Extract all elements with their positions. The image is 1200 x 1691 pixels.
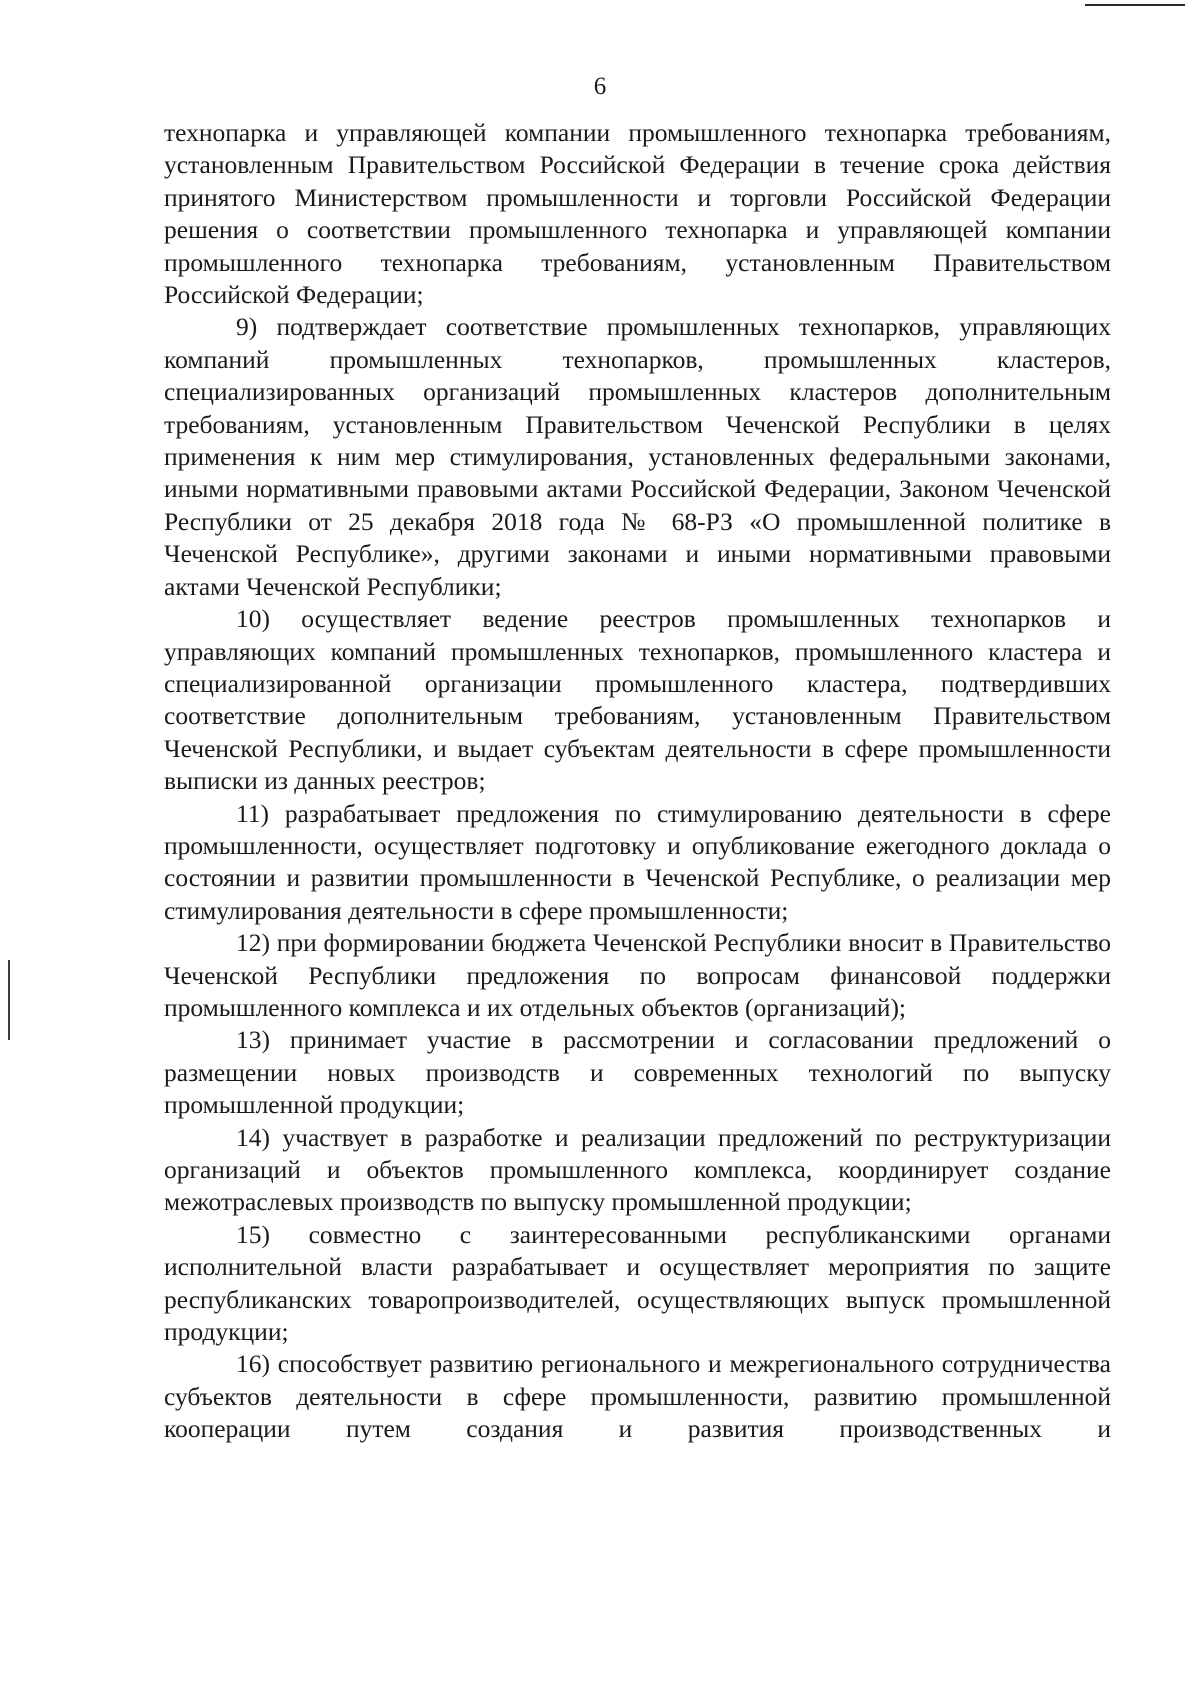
list-item-15: 15) совместно с заинтересованными республиканскими органами исполнительной власти разрабатывает и осуществляет мероприятия по защите республиканских товаропроизводителей, осуществляющих выпуск промышленной продукции; [164, 1219, 1111, 1347]
list-item-16: 16) способствует развитию регионального и межрегионального сотрудничества субъектов деятельности в сфере промышленности, развитию промышленной кооперации путем создания и развития производственных и [164, 1349, 1111, 1444]
scan-margin-mark [8, 960, 10, 1040]
top-edge-rule [1085, 4, 1185, 6]
paragraph-continuation: технопарка и управляющей компании промышленного технопарка требованиям, установленным Правительством Российской Федерации в течение срока действия принятого Министерством промышленности и торговли Российской Федерации решения о соответствии промышленного технопарка и управляющей компании промышленного технопарка требованиям, установленным Правительством Российской Федерации; [164, 118, 1111, 310]
list-item-11: 11) разрабатывает предложения по стимулированию деятельности в сфере промышленности, осуществляет подготовку и опубликование ежегодного доклада о состоянии и развитии промышленности в Чеченской Республике, о реализации мер стимулирования деятельности в сфере промышленности; [164, 798, 1111, 925]
list-item-12: 12) при формировании бюджета Чеченской Республики вносит в Правительство Чеченской Республики предложения по вопросам финансовой поддержки промышленного комплекса и их отдельных объектов (организаций); [164, 928, 1111, 1022]
list-item-9: 9) подтверждает соответствие промышленных технопарков, управляющих компаний промышленных технопарков, промышленных кластеров, специализированных организаций промышленных кластеров дополнительным требованиям, установленным Правительством Чеченской Республики в целях применения к ним мер стимулирования, установленных федеральными законами, иными нормативными правовыми актами Российской Федерации, Законом Чеченской Республики от 25 декабря 2018 года № 68-РЗ «О промышленной политике в Чеченской Республике», другими законами и иными нормативными правовыми актами Чеченской Республики; [164, 312, 1111, 601]
list-item-14: 14) участвует в разработке и реализации предложений по реструктуризации организаций и объектов промышленного комплекса, координирует создание межотраслевых производств по выпуску промышленной продукции; [164, 1122, 1111, 1217]
document-body [164, 117, 1111, 1446]
list-item-13: 13) принимает участие в рассмотрении и согласовании предложений о размещении новых производств и современных технологий по выпуску промышленной продукции; [164, 1025, 1111, 1120]
page-number: 6 [593, 73, 607, 100]
list-item-10: 10) осуществляет ведение реестров промышленных технопарков и управляющих компаний промышленных технопарков, промышленного кластера и специализированной организации промышленного кластера, подтвердивших соответствие дополнительным требованиям, установленным Правительством Чеченской Республики, и выдает субъектам деятельности в сфере промышленности выписки из данных реестров; [164, 604, 1111, 796]
